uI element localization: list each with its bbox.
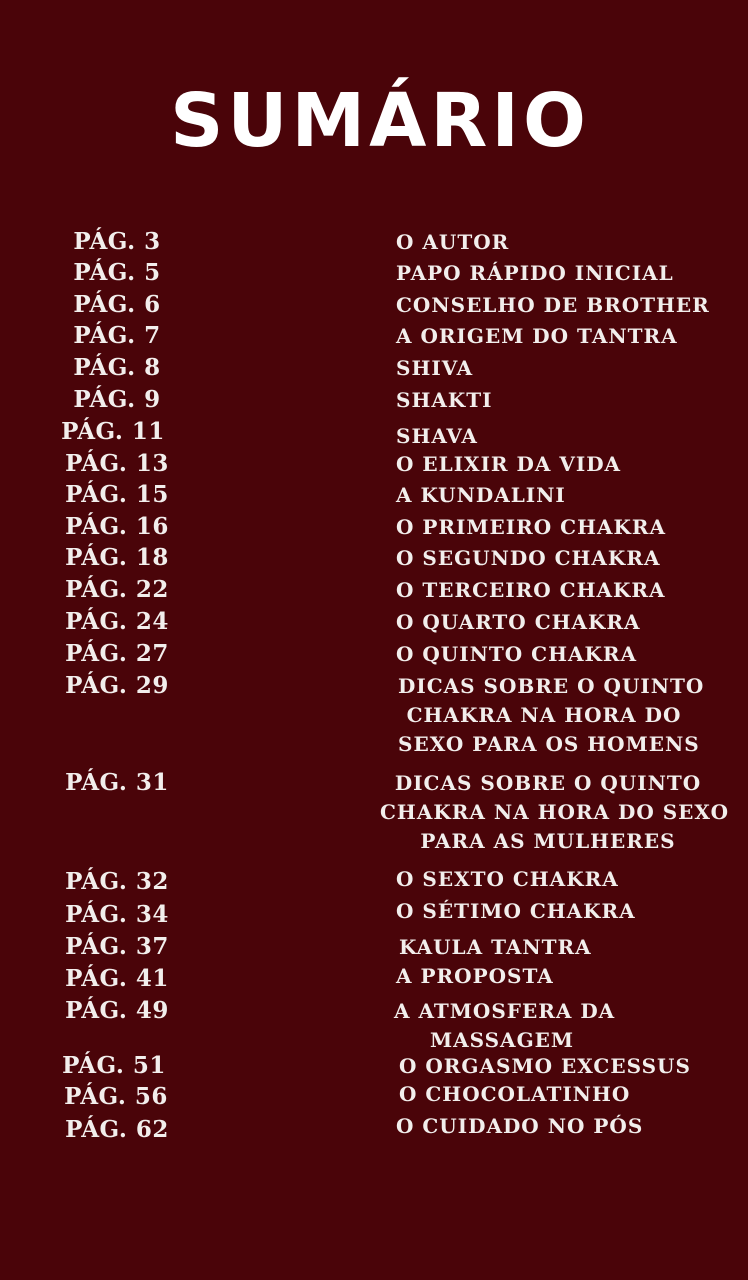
toc-page-number: PÁG. 5 [73, 259, 161, 286]
toc-topic: A PROPOSTA [396, 964, 554, 988]
toc-page-number: PÁG. 15 [65, 481, 169, 508]
toc-topic-line: CHAKRA NA HORA DO SEXO [380, 800, 730, 824]
toc-page-number: PÁG. 51 [62, 1052, 166, 1079]
toc-topic: O TERCEIRO CHAKRA [396, 578, 666, 602]
toc-page-number: PÁG. 62 [65, 1116, 169, 1143]
toc-topic: A KUNDALINI [396, 483, 566, 507]
toc-topic-line: CHAKRA NA HORA DO [406, 703, 682, 727]
toc-page-number: PÁG. 6 [73, 291, 161, 318]
toc-topic: O QUINTO CHAKRA [396, 642, 638, 666]
toc-page-number: PÁG. 13 [65, 450, 169, 477]
toc-topic: O PRIMEIRO CHAKRA [396, 515, 666, 539]
toc-page-number: PÁG. 31 [65, 769, 169, 796]
toc-topic: O SEXTO CHAKRA [396, 867, 619, 891]
toc-topic: A ORIGEM DO TANTRA [396, 324, 678, 348]
toc-page-number: PÁG. 7 [73, 322, 161, 349]
toc-topic: O SEGUNDO CHAKRA [396, 546, 661, 570]
toc-page-number: PÁG. 8 [73, 354, 161, 381]
toc-topic: SHAVA [396, 424, 478, 448]
toc-topic: CONSELHO DE BROTHER [396, 293, 710, 317]
toc-topic [380, 769, 730, 856]
toc-page-number: PÁG. 32 [65, 868, 169, 895]
toc-page-number: PÁG. 9 [73, 386, 161, 413]
toc-topic: O QUARTO CHAKRA [396, 610, 641, 634]
toc-topic-line: SEXO PARA OS HOMENS [398, 732, 700, 756]
toc-topic: O CHOCOLATINHO [399, 1082, 631, 1106]
toc-page-number: PÁG. 11 [61, 418, 165, 445]
toc-page-number: PÁG. 27 [65, 640, 169, 667]
toc-page-number: PÁG. 41 [65, 965, 169, 992]
toc-topic: O ELIXIR DA VIDA [396, 452, 622, 476]
toc-page-number: PÁG. 49 [65, 997, 169, 1024]
toc-topic: O AUTOR [396, 230, 510, 254]
toc-page-number: PÁG. 34 [65, 901, 169, 928]
toc-topic: KAULA TANTRA [399, 935, 592, 959]
toc-topic: O CUIDADO NO PÓS [396, 1114, 644, 1138]
toc-topic: O SÉTIMO CHAKRA [396, 899, 636, 923]
toc-page-number: PÁG. 16 [65, 513, 169, 540]
toc-topic: PAPO RÁPIDO INICIAL [396, 261, 674, 285]
toc-topic-line: DICAS SOBRE O QUINTO [398, 674, 705, 698]
toc-topic: SHIVA [396, 356, 474, 380]
toc-page-number: PÁG. 29 [65, 672, 169, 699]
toc-page-number: PÁG. 24 [65, 608, 169, 635]
toc-page-number: PÁG. 56 [64, 1083, 168, 1110]
toc-topic-line: A ATMOSFERA DA [394, 999, 616, 1023]
toc-topic: SHAKTI [396, 388, 493, 412]
page-title: SUMÁRIO [170, 78, 590, 164]
toc-page-number: PÁG. 3 [73, 228, 161, 255]
toc-page-number: PÁG. 22 [65, 576, 169, 603]
toc-topic-line: PARA AS MULHERES [420, 829, 676, 853]
toc-page-number: PÁG. 18 [65, 544, 169, 571]
toc-topic [398, 672, 705, 759]
toc-topic [394, 997, 616, 1055]
toc-topic-line: DICAS SOBRE O QUINTO [394, 771, 702, 795]
toc-topic-line: MASSAGEM [429, 1028, 575, 1052]
toc-page-number: PÁG. 37 [65, 933, 169, 960]
toc-topic: O ORGASMO EXCESSUS [399, 1054, 691, 1078]
